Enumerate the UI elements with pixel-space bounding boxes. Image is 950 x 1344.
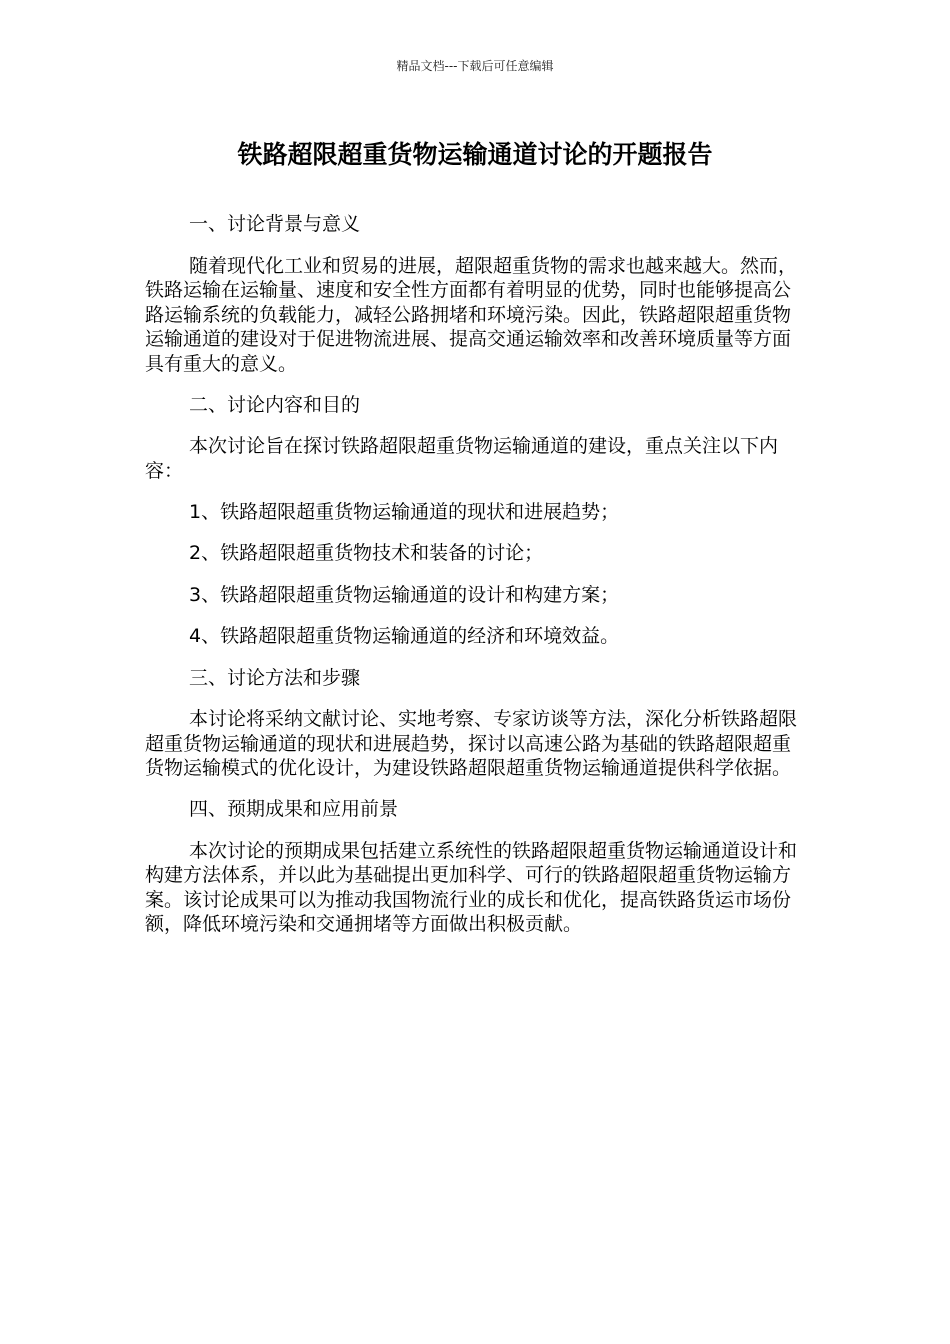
list-item: 1、铁路超限超重货物运输通道的现状和进展趋势； bbox=[189, 500, 620, 523]
document-title: 铁路超限超重货物运输通道讨论的开题报告 bbox=[237, 140, 713, 169]
document-body bbox=[145, 212, 807, 953]
header-note: 精品文档---下载后可任意编辑 bbox=[396, 59, 554, 73]
section-1-heading: 一、讨论背景与意义 bbox=[189, 213, 361, 235]
section-2-heading: 二、讨论内容和目的 bbox=[189, 393, 361, 416]
list-item: 4、铁路超限超重货物运输通道的经济和环境效益。 bbox=[189, 625, 620, 647]
list-item: 2、铁路超限超重货物技术和装备的讨论； bbox=[189, 542, 544, 564]
section-1-paragraph: 随着现代化工业和贸易的进展，超限超重货物的需求也越来越大。然而，铁路运输在运输量、速度和安全性方面都有着明显的优势，同时也能够提高公路运输系统的负载能力，减轻公路拥堵和环境污染。因此，铁路超限超重货物运输通道的建设对于促进物流进展、提高交通运输效率和改善环境质量等方面具有重大的意义。 bbox=[145, 254, 798, 375]
section-3-paragraph: 本讨论将采纳文献讨论、实地考察、专家访谈等方法，深化分析铁路超限超重货物运输通道的现状和进展趋势，探讨以高速公路为基础的铁路超限超重货物运输模式的优化设计，为建设铁路超限超重货物运输通道提供科学依据。 bbox=[145, 708, 798, 779]
list-item: 3、铁路超限超重货物运输通道的设计和构建方案； bbox=[189, 583, 620, 606]
section-4-paragraph: 本次讨论的预期成果包括建立系统性的铁路超限超重货物运输通道设计和构建方法体系，并以此为基础提出更加科学、可行的铁路超限超重货物运输方案。该讨论成果可以为推动我国物流行业的成长和优化，提高铁路货运市场份额，降低环境污染和交通拥堵等方面做出积极贡献。 bbox=[145, 839, 798, 935]
section-2-paragraph: 本次讨论旨在探讨铁路超限超重货物运输通道的建设，重点关注以下内容： bbox=[145, 435, 779, 482]
section-3-heading: 三、讨论方法和步骤 bbox=[189, 666, 361, 689]
section-4-heading: 四、预期成果和应用前景 bbox=[189, 798, 399, 820]
